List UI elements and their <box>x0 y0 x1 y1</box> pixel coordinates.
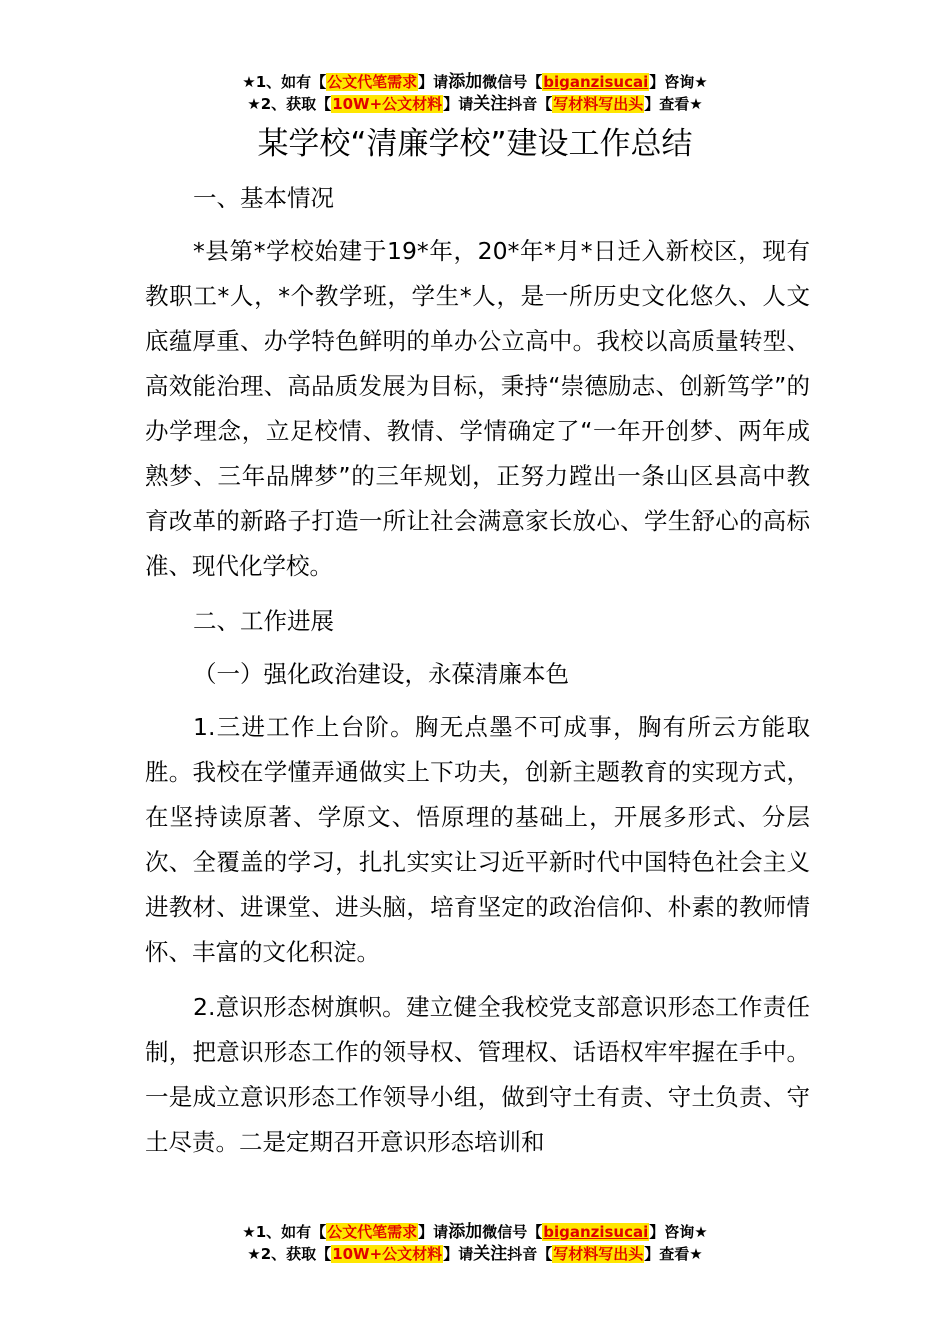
banner-text: 】请 <box>418 73 449 91</box>
paragraph: 2.意识形态树旗帜。建立健全我校党支部意识形态工作责任制，把意识形态工作的领导权、管理权、话语权牢牢握在手中。一是成立意识形态工作领导小组，做到守土有责、守土负责、守土尽责。二是定期召开意识形态培训和 <box>145 993 810 1156</box>
douyin-id-highlight: 写材料写出头 <box>553 95 644 113</box>
banner-emphasis: 添加 <box>448 1222 483 1242</box>
banner-text: 】请 <box>443 95 474 113</box>
banner-text: ★2、获取【 <box>247 1245 332 1263</box>
document-body <box>145 176 810 1173</box>
banner-text: 抖音【 <box>507 1245 553 1263</box>
banner-text: ★1、如有【 <box>242 73 327 91</box>
section-heading: 二、工作进展 <box>193 607 334 635</box>
banner-emphasis: 关注 <box>473 94 508 114</box>
banner-text: ★2、获取【 <box>247 95 332 113</box>
banner-text: 】咨询★ <box>649 73 708 91</box>
paragraph: *县第*学校始建于19*年，20*年*月*日迁入新校区，现有教职工*人，*个教学班，学生*人，是一所历史文化悠久、人文底蕴厚重、办学特色鲜明的单办公立高中。我校以高质量转型、高效能治理、高品质发展为目标，秉持“崇德励志、创新笃学”的办学理念，立足校情、教情、学情确定了“一年开创梦、两年成熟梦、三年品牌梦”的三年规划，正努力蹚出一条山区县高中教育改革的新路子打造一所让社会满意家长放心、学生舒心的高标准、现代化学校。 <box>145 237 810 580</box>
banner-text: 】查看★ <box>644 1245 703 1263</box>
wechat-id-highlight: biganzisucai <box>543 1223 649 1241</box>
banner-highlight: 10W+公文材料 <box>332 1245 443 1263</box>
banner-highlight: 公文代笔需求 <box>327 1223 418 1241</box>
douyin-id-highlight: 写材料写出头 <box>553 1245 644 1263</box>
banner-text: 】咨询★ <box>649 1223 708 1241</box>
paragraph: 1.三进工作上台阶。胸无点墨不可成事，胸有所云方能取胜。我校在学懂弄通做实上下功夫，创新主题教育的实现方式，在坚持读原著、学原文、悟原理的基础上，开展多形式、分层次、全覆盖的学习，扎扎实实让习近平新时代中国特色社会主义进教材、进课堂、进头脑，培育坚定的政治信仰、朴素的教师情怀、丰富的文化积淀。 <box>145 713 810 966</box>
banner-text: 】请 <box>443 1245 474 1263</box>
banner-text: ★1、如有【 <box>242 1223 327 1241</box>
banner-line-1 <box>0 71 950 93</box>
banner-text: 微信号【 <box>482 1223 543 1241</box>
banner-text: 抖音【 <box>507 95 553 113</box>
banner-line-2 <box>0 1243 950 1265</box>
subsection-heading: （一）强化政治建设，永葆清廉本色 <box>193 660 569 688</box>
banner-text: 】请 <box>418 1223 449 1241</box>
banner-highlight: 公文代笔需求 <box>327 73 418 91</box>
document-title: 某学校“清廉学校”建设工作总结 <box>257 126 693 162</box>
section-heading: 一、基本情况 <box>193 184 334 212</box>
wechat-id-highlight: biganzisucai <box>543 73 649 91</box>
banner-emphasis: 添加 <box>448 72 483 92</box>
banner-text: 】查看★ <box>644 95 703 113</box>
banner-line-2 <box>0 93 950 115</box>
footer-banner <box>0 1221 950 1265</box>
banner-text: 微信号【 <box>482 73 543 91</box>
banner-highlight: 10W+公文材料 <box>332 95 443 113</box>
header-banner <box>0 71 950 115</box>
banner-emphasis: 关注 <box>473 1244 508 1264</box>
banner-line-1 <box>0 1221 950 1243</box>
